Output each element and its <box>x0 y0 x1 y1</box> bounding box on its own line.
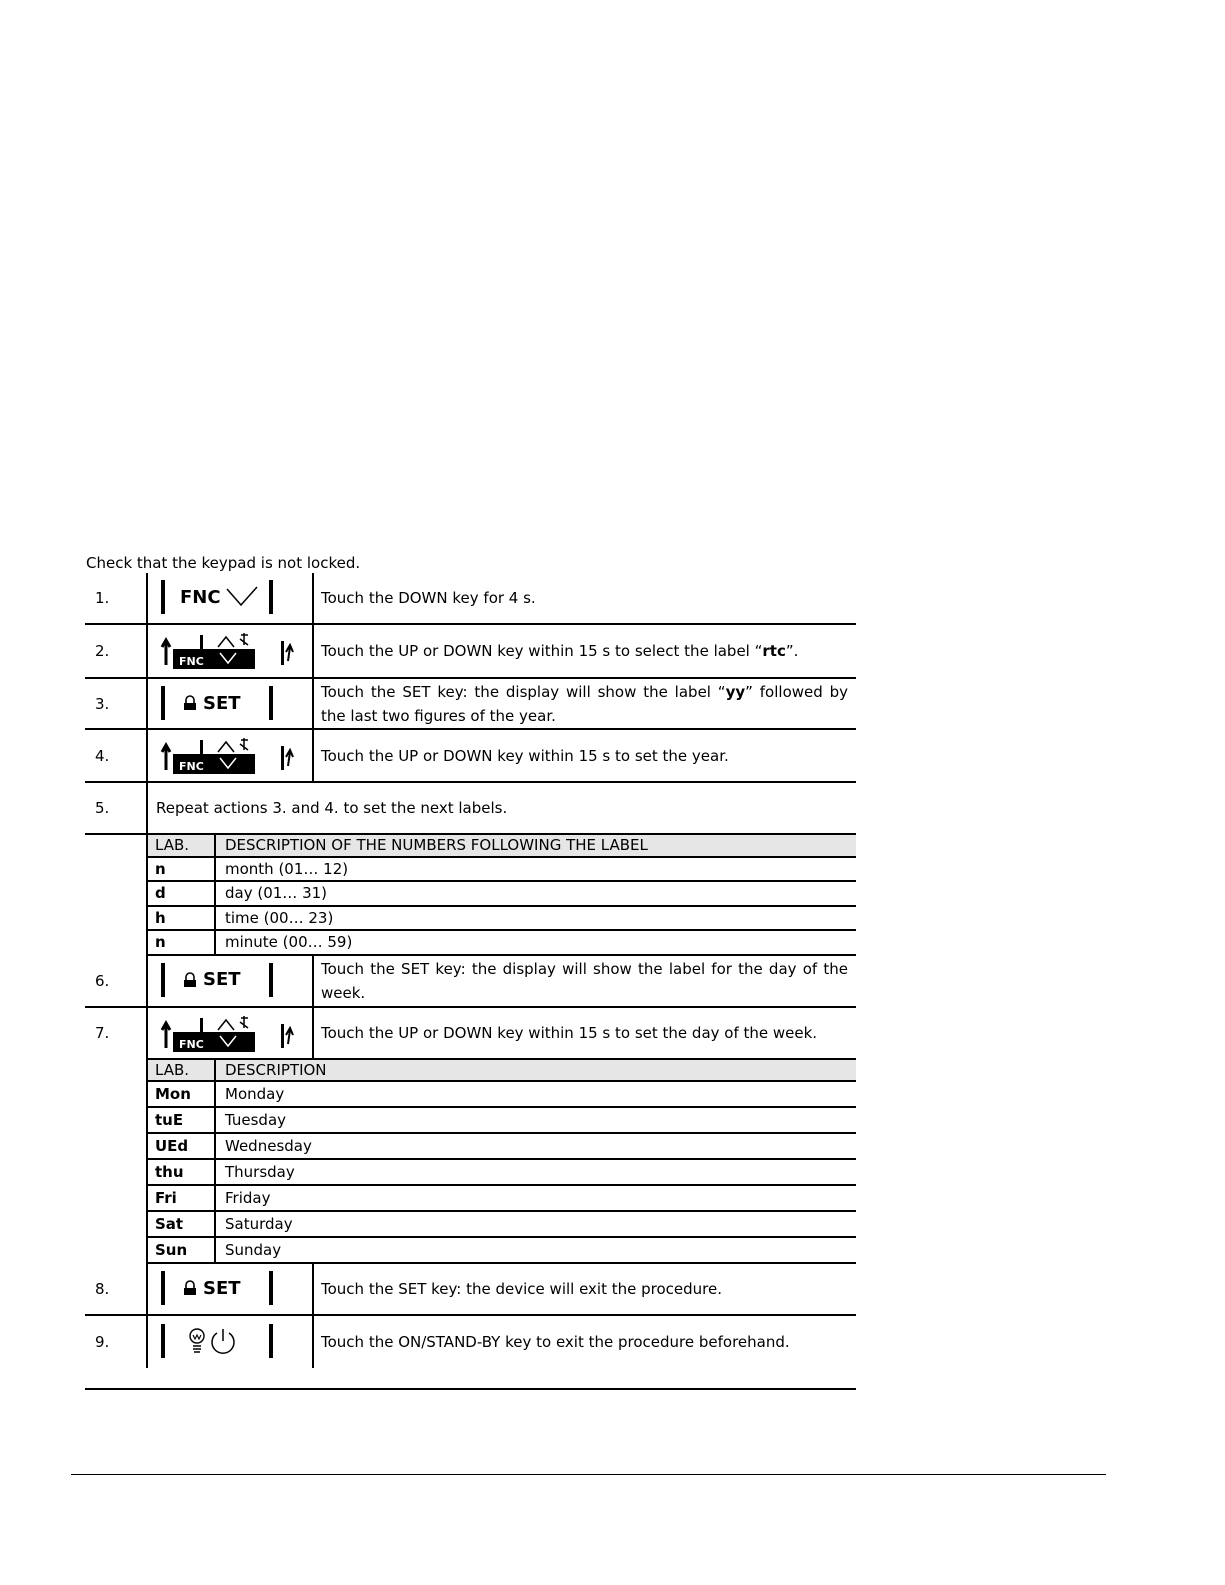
description-cell: Saturday <box>225 1215 293 1233</box>
step-number: 3. <box>95 694 110 713</box>
table-row <box>148 1186 856 1212</box>
key-label: SET <box>203 969 241 990</box>
table-header-cell: LAB. <box>148 1060 216 1081</box>
label-cell: Mon <box>148 1082 216 1106</box>
description-cell: Thursday <box>225 1163 295 1181</box>
key-label: FNC <box>179 655 204 668</box>
set-key-icon <box>182 689 241 717</box>
desc-label: yy <box>725 682 746 701</box>
step-row <box>85 625 856 679</box>
fnc-down-key-icon <box>180 583 259 611</box>
description-cell: Wednesday <box>225 1137 312 1155</box>
key-cell <box>146 1264 314 1314</box>
step-description: Touch the UP or DOWN key within 15 s to set the year. <box>321 746 729 765</box>
key-cell <box>146 573 314 623</box>
desc-text: Touch the SET key: the display will show the label “ <box>321 682 726 701</box>
step-row <box>85 573 856 625</box>
step-row <box>85 1264 856 1316</box>
key-cell <box>146 679 314 728</box>
table-row <box>148 858 856 883</box>
step-number: 8. <box>95 1280 110 1298</box>
step-number: 7. <box>95 1023 110 1042</box>
label-cell: Fri <box>148 1186 216 1210</box>
label-cell: thu <box>148 1160 216 1184</box>
labels-subtable-row <box>85 833 856 956</box>
key-label: SET <box>203 692 241 714</box>
key-label: FNC <box>179 1037 204 1051</box>
desc-text: ” followed by the last two figures of the year. <box>321 682 849 725</box>
key-cell <box>146 625 314 677</box>
table-row <box>148 1134 856 1160</box>
lock-icon <box>182 972 198 988</box>
step-number: 5. <box>95 799 110 817</box>
step-description: Touch the ON/STAND-BY key to exit the procedure beforehand. <box>321 1333 790 1351</box>
description-cell: day (01… 31) <box>225 884 328 903</box>
table-header-cell: LAB. <box>148 835 216 856</box>
procedure-table <box>85 573 856 1368</box>
step-description: Touch the DOWN key for 4 s. <box>321 589 536 607</box>
key-cell <box>146 956 314 1006</box>
intro-text: Check that the keypad is not locked. <box>86 554 361 572</box>
description-cell: Monday <box>225 1085 285 1103</box>
label-cell: h <box>148 907 216 930</box>
table-header-cell: DESCRIPTION OF THE NUMBERS FOLLOWING THE LABEL <box>225 836 648 855</box>
desc-text: Touch the UP or DOWN key within 15 s to select the label “ <box>321 642 763 660</box>
key-label: FNC <box>179 760 204 773</box>
table-row <box>148 907 856 932</box>
table-row <box>148 931 856 956</box>
footer-divider <box>71 1474 1106 1475</box>
step-number: 1. <box>95 589 110 607</box>
step-description <box>314 679 856 728</box>
lock-icon <box>182 695 198 711</box>
table-header-row <box>148 833 856 858</box>
days-subtable-row <box>85 1058 856 1265</box>
step-number: 9. <box>95 1333 110 1351</box>
table-row <box>148 1238 856 1264</box>
key-cell <box>146 1008 314 1058</box>
set-key-icon <box>182 1274 241 1302</box>
step-description: Touch the SET key: the device will exit the procedure. <box>321 1280 723 1298</box>
lock-icon <box>182 1280 198 1296</box>
step-row <box>85 1008 856 1058</box>
step-description: Touch the SET key: the display will show the label for the day of the week. <box>321 959 848 1002</box>
step-description: Touch the UP or DOWN key within 15 s to set the day of the week. <box>321 1023 818 1042</box>
label-cell: Sun <box>148 1238 216 1262</box>
table-header-cell: DESCRIPTION <box>225 1060 327 1079</box>
desc-label: rtc <box>762 642 786 660</box>
description-cell: Sunday <box>225 1241 282 1259</box>
table-row <box>148 1108 856 1134</box>
label-cell: tuE <box>148 1108 216 1132</box>
desc-text: ”. <box>785 642 799 660</box>
label-cell: d <box>148 882 216 905</box>
on-standby-key <box>188 1325 238 1357</box>
key-label: SET <box>203 1277 241 1299</box>
table-row <box>148 882 856 907</box>
step-description <box>314 625 856 677</box>
step-row <box>85 730 856 783</box>
label-cell: n <box>148 931 216 954</box>
label-cell: Sat <box>148 1212 216 1236</box>
up-down-keys-icon <box>148 1008 308 1058</box>
table-row <box>148 1212 856 1238</box>
table-bottom-rule <box>85 1388 856 1390</box>
labels-table <box>146 833 856 956</box>
description-cell: time (00… 23) <box>225 908 334 927</box>
power-icon <box>208 1326 238 1356</box>
table-header-row <box>148 1058 856 1083</box>
step-description: Repeat actions 3. and 4. to set the next labels. <box>146 783 856 833</box>
description-cell: Friday <box>225 1189 271 1207</box>
label-cell: UEd <box>148 1134 216 1158</box>
description-cell: minute (00… 59) <box>225 933 353 952</box>
description-cell: month (01… 12) <box>225 859 349 878</box>
step-number: 2. <box>95 642 110 660</box>
step-row <box>85 956 856 1008</box>
description-cell: Tuesday <box>225 1111 287 1129</box>
step-number: 6. <box>95 971 110 990</box>
key-cell <box>146 730 314 781</box>
up-down-keys-icon <box>148 625 308 675</box>
days-table <box>146 1058 856 1265</box>
table-row <box>148 1160 856 1186</box>
step-row <box>85 783 856 833</box>
step-number: 4. <box>95 746 110 765</box>
key-cell <box>146 1316 314 1368</box>
set-key-icon <box>182 966 241 994</box>
step-row <box>85 679 856 730</box>
table-row <box>148 1082 856 1108</box>
key-label: FNC <box>180 586 221 608</box>
light-bulb-icon <box>188 1327 206 1355</box>
up-down-keys-icon <box>148 730 308 780</box>
label-cell: n <box>148 858 216 881</box>
step-row <box>85 1316 856 1368</box>
